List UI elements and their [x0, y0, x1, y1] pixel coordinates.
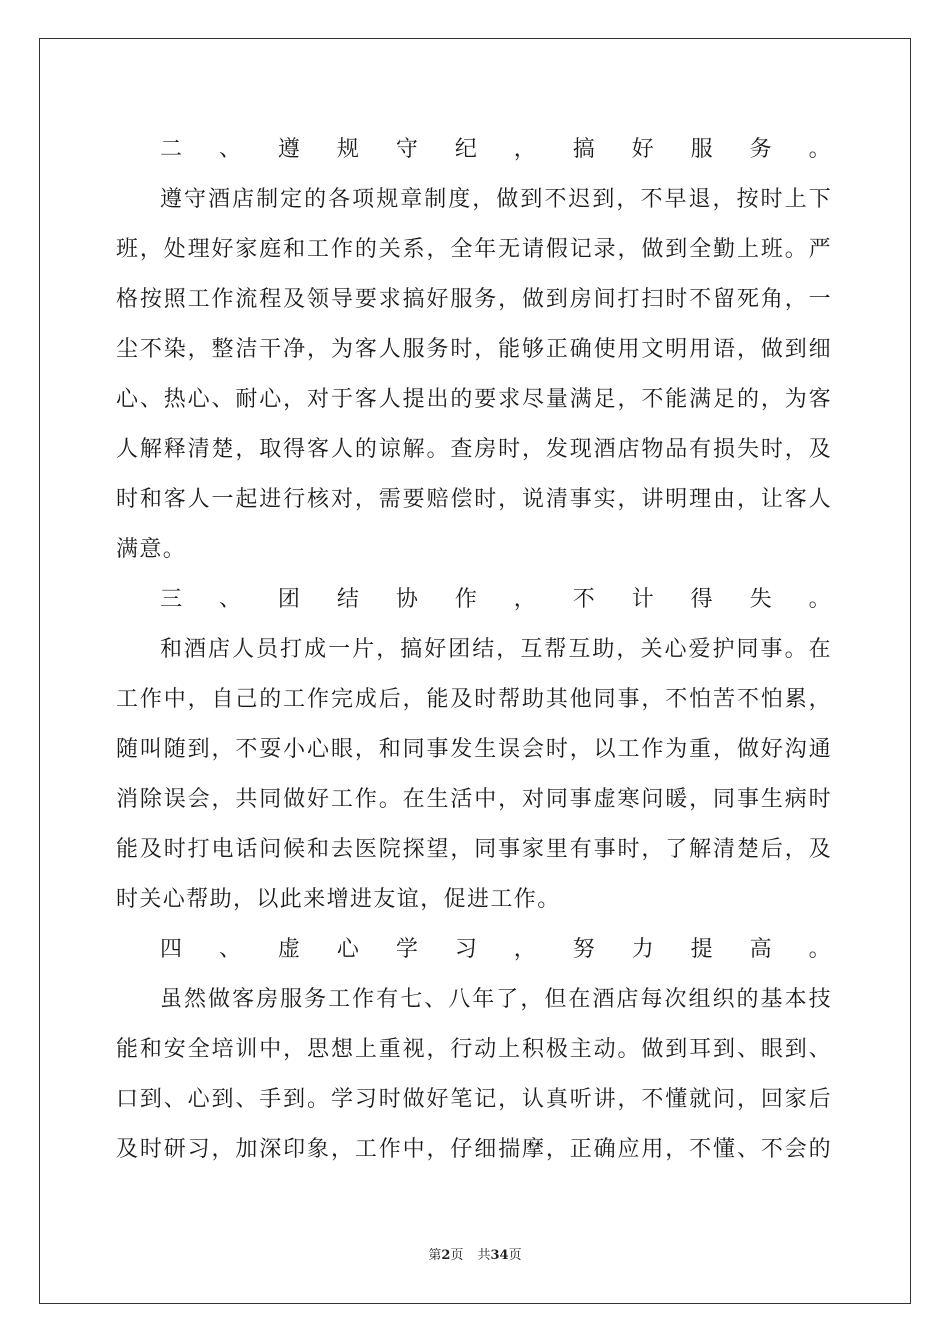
paragraph-line: 及时研习，加深印象，工作中，仔细揣摩，正确应用，不懂、不会的: [116, 1137, 832, 1162]
paragraph-line: 尘不染，整洁干净，为客人服务时，能够正确使用文明用语，做到细: [116, 337, 832, 362]
paragraph-line: 能和安全培训中，思想上重视，行动上积极主动。做到耳到、眼到、: [116, 1037, 832, 1062]
page-suffix: 页: [450, 1248, 464, 1263]
document-body: [116, 125, 832, 1175]
paragraph-line: 满意。: [116, 537, 187, 562]
paragraph-line: 人解释清楚，取得客人的谅解。查房时，发现酒店物品有损失时，及: [116, 437, 832, 462]
paragraph-line: 心、热心、耐心，对于客人提出的要求尽量满足，不能满足的，为客: [116, 387, 832, 412]
paragraph-line: 口到、心到、手到。学习时做好笔记，认真听讲，不懂就问，回家后: [116, 1087, 832, 1112]
page-footer: [0, 1244, 950, 1263]
paragraph-line: 时和客人一起进行核对，需要赔偿时，说清事实，讲明理由，让客人: [116, 487, 832, 512]
paragraph-line: 格按照工作流程及领导要求搞好服务，做到房间打扫时不留死角，一: [116, 287, 832, 312]
section-heading-2: 二、遵规守纪，搞好服务。: [160, 137, 832, 162]
paragraph-line: 时关心帮助，以此来增进友谊，促进工作。: [116, 887, 561, 912]
total-suffix: 页: [508, 1248, 522, 1263]
paragraph-line: 和酒店人员打成一片，搞好团结，互帮互助，关心爱护同事。在: [160, 637, 832, 662]
section-heading-4: 四、虚心学习，努力提高。: [160, 937, 832, 962]
paragraph-line: 能及时打电话问候和去医院探望，同事家里有事时，了解清楚后，及: [116, 837, 832, 862]
page-number: 2: [441, 1248, 451, 1263]
paragraph-line: 遵守酒店制定的各项规章制度，做到不迟到，不早退，按时上下: [160, 187, 832, 212]
paragraph-line: 班，处理好家庭和工作的关系，全年无请假记录，做到全勤上班。严: [116, 237, 832, 262]
total-prefix: 共: [477, 1248, 491, 1263]
total-pages: 34: [490, 1248, 509, 1263]
paragraph-line: 随叫随到，不耍小心眼，和同事发生误会时，以工作为重，做好沟通: [116, 737, 832, 762]
page-prefix: 第: [428, 1248, 442, 1263]
paragraph-line: 虽然做客房服务工作有七、八年了，但在酒店每次组织的基本技: [160, 987, 832, 1012]
section-heading-3: 三、团结协作，不计得失。: [160, 587, 832, 612]
paragraph-line: 消除误会，共同做好工作。在生活中，对同事虚寒问暖，同事生病时: [116, 787, 832, 812]
paragraph-line: 工作中，自己的工作完成后，能及时帮助其他同事，不怕苦不怕累，: [116, 687, 832, 712]
